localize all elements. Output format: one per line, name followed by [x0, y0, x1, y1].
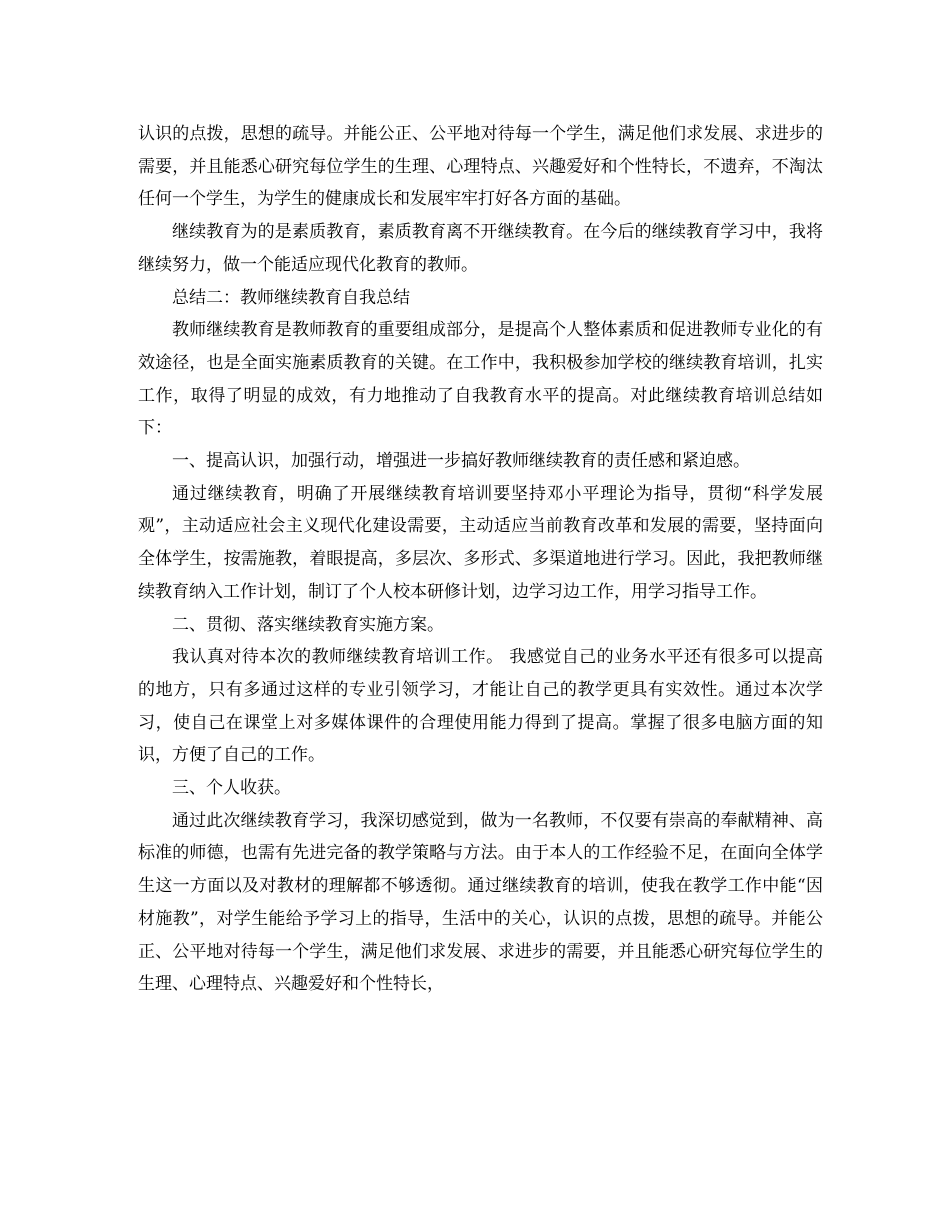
section-heading-one: 一、提高认识，加强行动，增强进一步搞好教师继续教育的责任感和紧迫感。: [172, 451, 750, 472]
document-page: [138, 118, 823, 1001]
section-heading-summary-two: 总结二：教师继续教育自我总结: [172, 287, 410, 308]
paragraph-6: 通过继续教育，明确了开展继续教育培训要坚持邓小平理论为指导，贯彻“科学发展观”，主动适应社会主义现代化建设需要，主动适应当前教育改革和发展的需要，坚持面向全体学生，按需施教，着眼提高，多层次、多形式、多渠道地进行学习。因此，我把教师继续教育纳入工作计划，制订了个人校本研修计划，边学习边工作，用学习指导工作。: [138, 483, 823, 602]
paragraph-2: 继续教育为的是素质教育，素质教育离不开继续教育。在今后的继续教育学习中，我将继续努力，做一个能适应现代化教育的教师。: [138, 222, 823, 275]
section-heading-three: 三、个人收获。: [172, 778, 291, 799]
paragraph-8: 我认真对待本次的教师继续教育培训工作。 我感觉自己的业务水平还有很多可以提高的地方，只有多通过这样的专业引领学习，才能让自己的教学更具有实效性。通过本次学习，使自己在课堂上对多媒体课件的合理使用能力得到了提高。掌握了很多电脑方面的知识，方便了自己的工作。: [138, 647, 823, 766]
section-heading-two: 二、贯彻、落实继续教育实施方案。: [172, 614, 444, 635]
paragraph-4: 教师继续教育是教师教育的重要组成部分，是提高个人整体素质和促进教师专业化的有效途径，也是全面实施素质教育的关键。在工作中，我积极参加学校的继续教育培训，扎实工作，取得了明显的成效，有力地推动了自我教育水平的提高。对此继续教育培训总结如下：: [138, 320, 823, 439]
paragraph-1: 认识的点拨，思想的疏导。并能公正、公平地对待每一个学生，满足他们求发展、求进步的需要，并且能悉心研究每位学生的生理、心理特点、兴趣爱好和个性特长，不遗弃，不淘汰任何一个学生，为学生的健康成长和发展牢牢打好各方面的基础。: [138, 124, 823, 210]
paragraph-10: 通过此次继续教育学习，我深切感觉到，做为一名教师，不仅要有崇高的奉献精神、高标准的师德，也需有先进完备的教学策略与方法。由于本人的工作经验不足，在面向全体学生这一方面以及对教材的理解都不够透彻。通过继续教育的培训，使我在教学工作中能“因材施教”，对学生能给予学习上的指导，生活中的关心，认识的点拨，思想的疏导。并能公正、公平地对待每一个学生，满足他们求发展、求进步的需要，并且能悉心研究每位学生的生理、心理特点、兴趣爱好和个性特长，: [138, 810, 823, 995]
